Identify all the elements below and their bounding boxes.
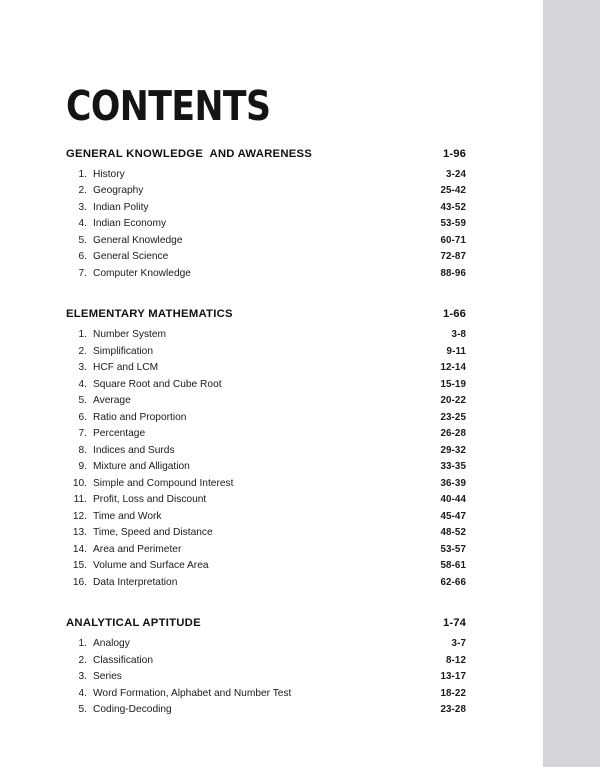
chapter-row[interactable]	[66, 377, 466, 394]
chapter-number: 13.	[72, 527, 87, 539]
chapter-page-range: 25-42	[440, 185, 466, 197]
section-page-range: 1-66	[442, 308, 466, 321]
chapter-page-range: 23-25	[440, 411, 466, 423]
toc-section	[66, 148, 466, 283]
chapter-title: Average	[93, 395, 131, 407]
chapter-row[interactable]	[66, 558, 466, 575]
chapter-title: Area and Perimeter	[93, 543, 182, 555]
chapter-row[interactable]	[66, 410, 466, 427]
chapter-page-range: 48-52	[440, 527, 466, 539]
chapter-page-range: 45-47	[440, 510, 466, 522]
table-of-contents	[66, 82, 466, 719]
page-gutter-strip	[543, 0, 600, 767]
section-header[interactable]	[66, 617, 466, 629]
chapter-title: Indian Polity	[93, 201, 149, 213]
chapter-row[interactable]	[66, 575, 466, 592]
chapter-row[interactable]	[66, 360, 466, 377]
toc-section	[66, 617, 466, 719]
chapter-page-range: 53-59	[440, 218, 466, 230]
chapter-title: Simplification	[93, 345, 154, 357]
chapter-row[interactable]	[66, 459, 466, 476]
chapter-page-range: 13-17	[440, 671, 466, 683]
chapter-page-range: 3-8	[451, 329, 466, 341]
chapter-number: 1.	[78, 638, 87, 650]
chapter-title: Ratio and Proportion	[93, 411, 187, 423]
chapter-title: Square Root and Cube Root	[93, 378, 222, 390]
chapter-number: 5.	[78, 395, 87, 407]
chapter-number: 4.	[78, 687, 87, 699]
chapter-title: General Knowledge	[93, 234, 183, 246]
chapter-title: Indices and Surds	[93, 444, 175, 456]
chapter-row[interactable]	[66, 525, 466, 542]
chapter-title: Computer Knowledge	[93, 267, 191, 279]
chapter-row[interactable]	[66, 183, 466, 200]
chapter-number: 3.	[78, 362, 87, 374]
chapter-title: Series	[93, 671, 122, 683]
chapter-row[interactable]	[66, 476, 466, 493]
chapter-row[interactable]	[66, 344, 466, 361]
chapter-number: 5.	[78, 704, 87, 716]
sections-container	[66, 148, 466, 719]
chapter-title: Classification	[93, 654, 154, 666]
section-page-range: 1-96	[442, 147, 466, 160]
chapter-title: Number System	[93, 329, 167, 341]
section-header[interactable]	[66, 148, 466, 160]
toc-section	[66, 308, 466, 591]
chapter-number: 4.	[78, 218, 87, 230]
chapter-row[interactable]	[66, 686, 466, 703]
chapter-number: 4.	[78, 378, 87, 390]
chapter-number: 10.	[72, 477, 87, 489]
chapter-page-range: 36-39	[440, 477, 466, 489]
chapter-title: Volume and Surface Area	[93, 560, 209, 572]
chapter-number: 2.	[78, 654, 87, 666]
chapter-row[interactable]	[66, 327, 466, 344]
chapter-number: 6.	[78, 251, 87, 263]
chapter-title: History	[93, 168, 125, 180]
chapter-number: 6.	[78, 411, 87, 423]
chapter-row[interactable]	[66, 636, 466, 653]
chapter-title: General Science	[93, 251, 169, 263]
chapter-title: Data Interpretation	[93, 576, 178, 588]
chapter-title: Time, Speed and Distance	[93, 527, 213, 539]
chapter-row[interactable]	[66, 426, 466, 443]
chapter-title: Geography	[93, 185, 144, 197]
chapter-row[interactable]	[66, 200, 466, 217]
chapter-number: 7.	[78, 267, 87, 279]
chapter-page-range: 20-22	[440, 395, 466, 407]
chapter-number: 9.	[78, 461, 87, 473]
chapter-number: 15.	[72, 560, 87, 572]
chapter-page-range: 88-96	[440, 267, 466, 279]
chapter-number: 3.	[78, 201, 87, 213]
chapter-page-range: 3-24	[445, 168, 466, 180]
chapter-number: 14.	[72, 543, 87, 555]
section-page-range: 1-74	[442, 617, 466, 630]
chapter-number: 16.	[72, 576, 87, 588]
chapter-title: Analogy	[93, 638, 130, 650]
chapter-page-range: 72-87	[440, 251, 466, 263]
chapter-row[interactable]	[66, 653, 466, 670]
chapter-row[interactable]	[66, 216, 466, 233]
chapter-page-range: 58-61	[440, 560, 466, 572]
chapter-page-range: 33-35	[440, 461, 466, 473]
chapter-title: Coding-Decoding	[93, 704, 172, 716]
chapter-row[interactable]	[66, 492, 466, 509]
chapter-row[interactable]	[66, 167, 466, 184]
section-header[interactable]	[66, 308, 466, 320]
chapter-page-range: 26-28	[440, 428, 466, 440]
chapter-number: 8.	[78, 444, 87, 456]
chapter-title: Profit, Loss and Discount	[93, 494, 207, 506]
chapter-page-range: 40-44	[440, 494, 466, 506]
chapter-page-range: 3-7	[451, 638, 466, 650]
chapter-page-range: 53-57	[440, 543, 466, 555]
chapter-page-range: 8-12	[445, 654, 466, 666]
chapter-number: 2.	[78, 185, 87, 197]
chapter-number: 5.	[78, 234, 87, 246]
chapter-row[interactable]	[66, 233, 466, 250]
section-title: ELEMENTARY MATHEMATICS	[66, 308, 233, 321]
chapter-page-range: 62-66	[440, 576, 466, 588]
chapter-page-range: 15-19	[440, 378, 466, 390]
chapter-row[interactable]	[66, 669, 466, 686]
chapter-title: Mixture and Alligation	[93, 461, 190, 473]
chapter-page-range: 23-28	[440, 704, 466, 716]
chapter-title: Time and Work	[93, 510, 162, 522]
chapter-number: 7.	[78, 428, 87, 440]
chapter-number: 2.	[78, 345, 87, 357]
section-title: ANALYTICAL APTITUDE	[66, 617, 201, 630]
chapter-number: 1.	[78, 329, 87, 341]
chapter-title: Percentage	[93, 428, 146, 440]
chapter-number: 11.	[73, 494, 87, 506]
chapter-page-range: 29-32	[440, 444, 466, 456]
chapter-row[interactable]	[66, 509, 466, 526]
chapter-row[interactable]	[66, 702, 466, 719]
chapter-page-range: 9-11	[446, 345, 466, 357]
chapter-row[interactable]	[66, 443, 466, 460]
chapter-page-range: 12-14	[440, 362, 466, 374]
page-title: CONTENTS	[66, 82, 271, 130]
chapter-title: Indian Economy	[93, 218, 167, 230]
chapter-page-range: 43-52	[440, 201, 466, 213]
section-title: GENERAL KNOWLEDGE AND AWARENESS	[66, 147, 313, 160]
chapter-title: Word Formation, Alphabet and Number Test	[93, 687, 292, 699]
chapter-row[interactable]	[66, 542, 466, 559]
chapter-page-range: 60-71	[440, 234, 466, 246]
chapter-number: 12.	[72, 510, 87, 522]
chapter-page-range: 18-22	[440, 687, 466, 699]
chapter-title: Simple and Compound Interest	[93, 477, 234, 489]
chapter-row[interactable]	[66, 266, 466, 283]
chapter-number: 3.	[78, 671, 87, 683]
chapter-row[interactable]	[66, 249, 466, 266]
chapter-number: 1.	[78, 168, 87, 180]
chapter-title: HCF and LCM	[93, 362, 159, 374]
chapter-row[interactable]	[66, 393, 466, 410]
